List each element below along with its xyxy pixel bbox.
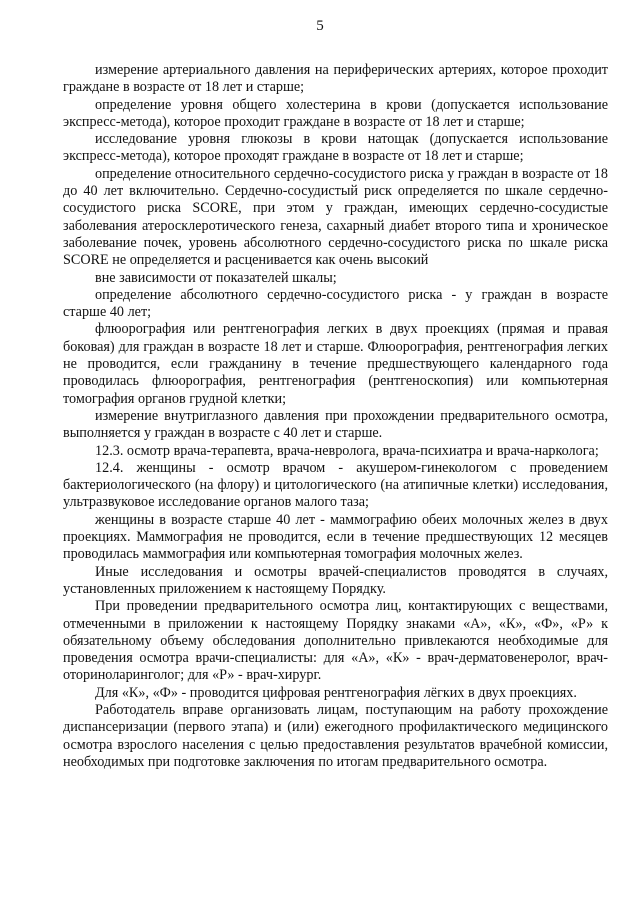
paragraph-relative-risk: определение относительного сердечно-сосудистого риска у граждан в возрасте от 18 до 40 лет включительно. Сердечно-сосудистый риск определяется по шкале сердечно-сосудистого риска SCORE, при этом у граждан, имеющих сердечно-сосудистые заболевания атеросклеротического генеза, сахарный диабет второго типа и хроническое заболевание почек, уровень абсолютного сердечно-сосудистого риска по шкале риска SCORE не определяется и расценивается как очень высокий [63, 165, 608, 269]
paragraph-12-3: 12.3. осмотр врача-терапевта, врача-невролога, врача-психиатра и врача-нарколога; [95, 442, 599, 459]
paragraph-fluorography: флюорография или рентгенография легких в двух проекциях (прямая и правая боковая) для граждан в возрасте 18 лет и старше. Флюорография, рентгенография легких не проводится, если гражданину в течение предшествующего календарного года проводилась флюорография, рентгенография (рентгеноскопия) или компьютерная томография органов грудной клетки; [63, 321, 608, 407]
paragraph-employer: Работодатель вправе организовать лицам, поступающим на работу прохождение диспансеризации (первого этапа) и (или) ежегодного профилактического медицинского осмотра взрослого населения с целью предоставления результатов врачебной комиссии, необходимых при подготовке заключения по итогам предварительного осмотра. [63, 701, 608, 770]
paragraph-blood-pressure: измерение артериального давления на периферических артериях, которое проходит граждане в возрасте от 18 лет и старше; [63, 62, 608, 96]
paragraph-intraocular-pressure: измерение внутриглазного давления при прохождении предварительного осмотра, выполняется у граждан в возрасте с 40 лет и старше. [63, 407, 608, 442]
paragraph-digital-xray: Для «К», «Ф» - проводится цифровая рентгенография лёгких в двух проекциях. [95, 684, 577, 701]
paragraph-scale-independence: вне зависимости от показателей шкалы; [95, 269, 337, 286]
paragraph-other-exams: Иные исследования и осмотры врачей-специалистов проводятся в случаях, установленных приложением к настоящему Порядку. [63, 563, 608, 597]
page-number: 5 [316, 18, 324, 34]
paragraph-substances: При проведении предварительного осмотра лиц, контактирующих с веществами, отмеченными в приложении к настоящему Порядку знаками «А», «К», «Ф», «Р» к обязательному объему обследования дополнительно привлекаются необходимые для проведения осмотра врачи-специалисты: для «А», «К» - врач-дерматовенеролог, врач-оториноларинголог; для «Р» - врач-хирург. [63, 598, 608, 684]
paragraph-cholesterol: определение уровня общего холестерина в крови (допускается использование экспресс-метода), которое проходит граждане в возрасте от 18 лет и старше; [63, 96, 608, 130]
paragraph-12-4: 12.4. женщины - осмотр врачом - акушером-гинекологом с проведением бактериологического (на флору) и цитологического (на атипичные клетки) исследования, ультразвуковое исследование органов малого таза; [63, 459, 608, 511]
paragraph-mammography: женщины в возрасте старше 40 лет - маммографию обеих молочных желез в двух проекциях. Маммография не проводится, если в течение предшествующих 12 месяцев проводилась маммография или компьютерная томография молочных желез. [63, 511, 608, 563]
paragraph-glucose: исследование уровня глюкозы в крови натощак (допускается использование экспресс-метода), которое проходят граждане в возрасте от 18 лет и старше; [63, 131, 608, 165]
paragraph-absolute-risk: определение абсолютного сердечно-сосудистого риска - у граждан в возрасте старше 40 лет; [63, 286, 608, 321]
document-body [63, 62, 608, 771]
